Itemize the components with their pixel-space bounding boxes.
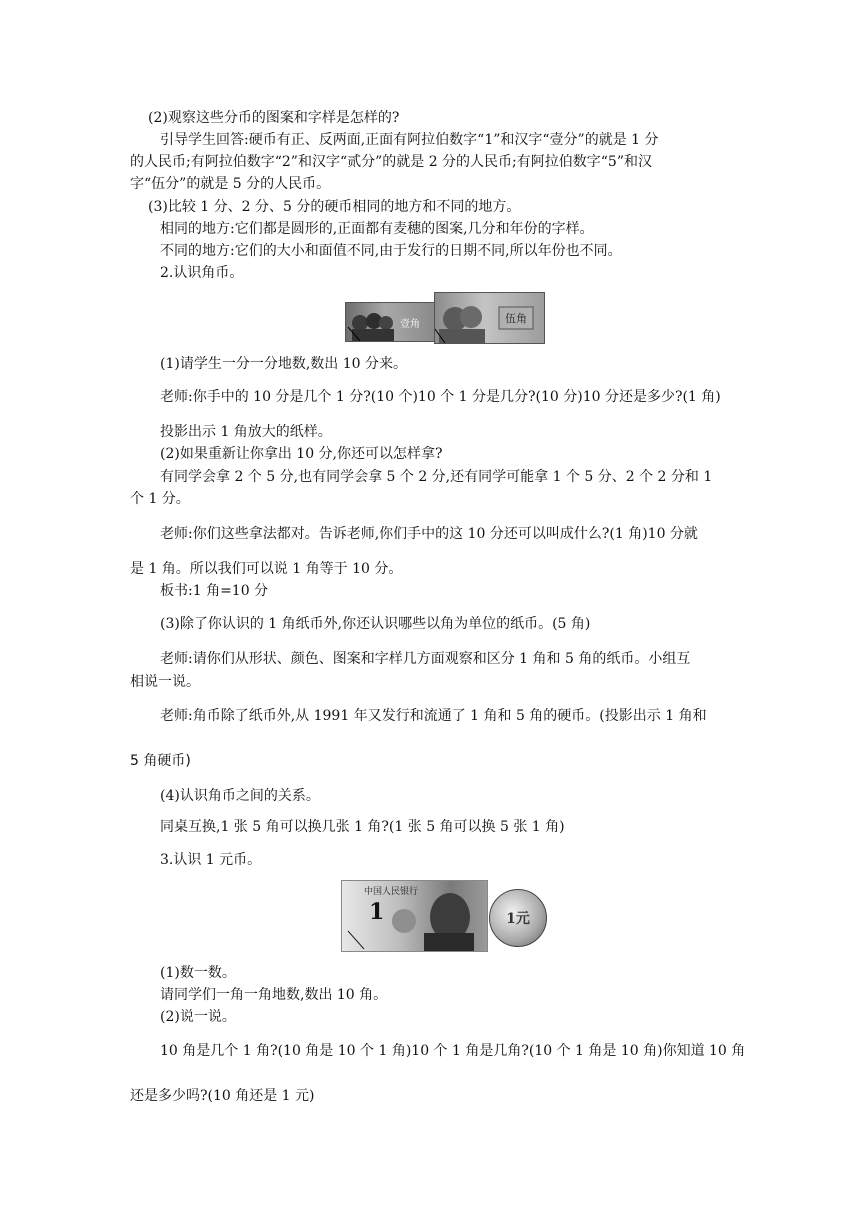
text-line: 5 角硬币) — [130, 753, 191, 769]
one-yuan-coin-image — [489, 889, 547, 947]
note-denomination-text: 伍角 — [505, 312, 527, 325]
text-line: 2.认识角币。 — [160, 265, 244, 281]
text-line: 是 1 角。所以我们可以说 1 角等于 10 分。 — [130, 561, 403, 577]
text-line: 请同学们一角一角地数,数出 10 角。 — [160, 987, 388, 1003]
five-jiao-note-image — [434, 292, 545, 344]
text-line: (3)除了你认识的 1 角纸币外,你还认识哪些以角为单位的纸币。(5 角) — [160, 616, 591, 632]
coin-denomination-text: 1元 — [506, 911, 530, 927]
one-jiao-note-image — [345, 302, 435, 342]
text-line: 个 1 分。 — [130, 491, 190, 507]
text-line: (2)观察这些分币的图案和字样是怎样的? — [148, 110, 400, 126]
text-line: 投影出示 1 角放大的纸样。 — [160, 424, 332, 440]
text-line: 老师:请你们从形状、颜色、图案和字样几方面观察和区分 1 角和 5 角的纸币。小组互 — [160, 651, 691, 667]
text-line: 相说一说。 — [130, 674, 200, 690]
text-line: (2)说一说。 — [160, 1009, 236, 1025]
text-line: 引导学生回答:硬币有正、反两面,正面有阿拉伯数字“1”和汉字“壹分”的就是 1 分 — [160, 132, 659, 148]
text-line: 同桌互换,1 张 5 角可以换几张 1 角?(1 张 5 角可以换 5 张 1 角) — [160, 819, 565, 835]
text-line: 老师:角币除了纸币外,从 1991 年又发行和流通了 1 角和 5 角的硬币。(投影出示 1 角和 — [160, 708, 707, 724]
note-numeral-text: 1 — [369, 899, 385, 925]
text-line: 的人民币;有阿拉伯数字“2”和汉字“贰分”的就是 2 分的人民币;有阿拉伯数字“5”和汉 — [130, 154, 652, 170]
text-line: (1)请学生一分一分地数,数出 10 分来。 — [160, 356, 407, 372]
text-line: 3.认识 1 元币。 — [160, 852, 262, 868]
text-line: 还是多少吗?(10 角还是 1 元) — [130, 1088, 315, 1104]
text-line: 板书:1 角=10 分 — [160, 583, 269, 599]
text-line: 老师:你们这些拿法都对。告诉老师,你们手中的这 10 分还可以叫成什么?(1 角)10 分就 — [160, 526, 698, 542]
text-line: (1)数一数。 — [160, 965, 236, 981]
text-line: 不同的地方:它们的大小和面值不同,由于发行的日期不同,所以年份也不同。 — [160, 243, 622, 259]
text-line: 10 角是几个 1 角?(10 角是 10 个 1 角)10 个 1 角是几角?(10 个 1 角是 10 角)你知道 10 角 — [160, 1043, 746, 1059]
text-line: 字“伍分”的就是 5 分的人民币。 — [130, 176, 331, 192]
text-line: (4)认识角币之间的关系。 — [160, 788, 320, 804]
one-yuan-note-image — [341, 880, 488, 952]
note-denomination-text: 壹角 — [400, 319, 420, 330]
text-line: (3)比较 1 分、2 分、5 分的硬币相同的地方和不同的地方。 — [148, 199, 521, 215]
text-line: 有同学会拿 2 个 5 分,也有同学会拿 5 个 2 分,还有同学可能拿 1 个 5 分、2 个 2 分和 1 — [160, 469, 713, 485]
text-line: 老师:你手中的 10 分是几个 1 分?(10 个)10 个 1 分是几分?(10 分)10 分还是多少?(1 角) — [160, 389, 721, 405]
text-line: 相同的地方:它们都是圆形的,正面都有麦穗的图案,几分和年份的字样。 — [160, 221, 594, 237]
bank-name-text: 中国人民银行 — [364, 887, 419, 897]
text-line: (2)如果重新让你拿出 10 分,你还可以怎样拿? — [160, 446, 443, 462]
